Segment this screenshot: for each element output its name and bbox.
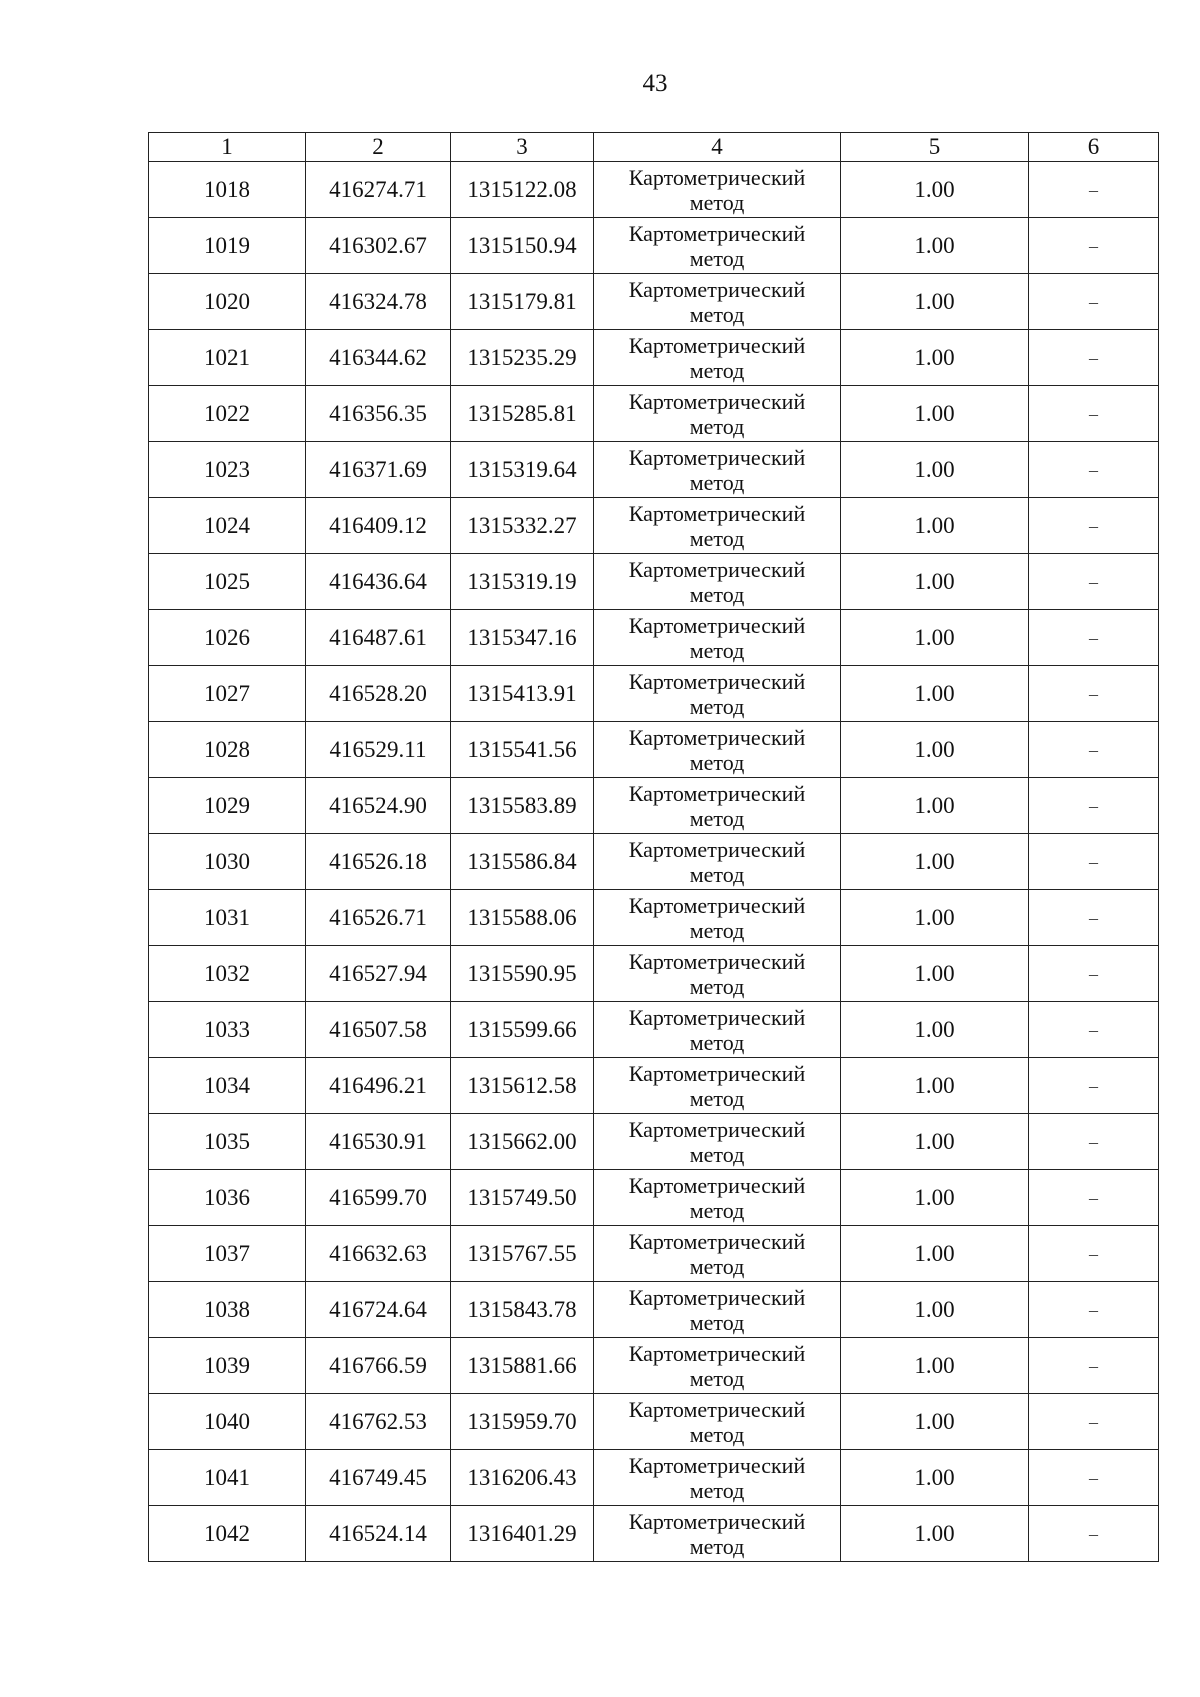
note-dash: – — [1089, 852, 1098, 872]
method-line-1: Картометрический — [628, 1004, 806, 1030]
x-coordinate-cell: 416526.18 — [306, 834, 451, 890]
y-coordinate-cell: 1315179.81 — [451, 274, 594, 330]
method-line-1: Картометрический — [628, 1508, 806, 1534]
x-coordinate-cell: 416599.70 — [306, 1170, 451, 1226]
y-coordinate-cell: 1315541.56 — [451, 722, 594, 778]
x-coordinate-cell: 416356.35 — [306, 386, 451, 442]
x-coordinate-cell: 416766.59 — [306, 1338, 451, 1394]
column-header: 3 — [451, 133, 594, 162]
method-line-1: Картометрический — [628, 556, 806, 582]
method-line-1: Картометрический — [628, 1060, 806, 1086]
table-row — [149, 1338, 1159, 1394]
method-line-1: Картометрический — [628, 892, 806, 918]
note-dash: – — [1089, 1188, 1098, 1208]
note-dash: – — [1089, 1356, 1098, 1376]
x-coordinate-cell: 416274.71 — [306, 162, 451, 218]
method-cell — [594, 498, 841, 554]
y-coordinate-cell: 1316401.29 — [451, 1506, 594, 1562]
note-cell — [1029, 274, 1159, 330]
method-line-2: метод — [689, 1365, 745, 1391]
table-body — [149, 162, 1159, 1562]
method-cell — [594, 722, 841, 778]
y-coordinate-cell: 1315285.81 — [451, 386, 594, 442]
y-coordinate-cell: 1315150.94 — [451, 218, 594, 274]
method-cell — [594, 162, 841, 218]
page-number: 43 — [642, 70, 668, 97]
point-number-cell: 1037 — [149, 1226, 306, 1282]
method-line-1: Картометрический — [628, 1228, 806, 1254]
table-row — [149, 442, 1159, 498]
method-line-1: Картометрический — [628, 276, 806, 302]
note-dash: – — [1089, 1412, 1098, 1432]
accuracy-cell: 1.00 — [841, 442, 1029, 498]
coordinates-table — [148, 132, 1159, 1562]
note-dash: – — [1089, 572, 1098, 592]
note-dash: – — [1089, 1132, 1098, 1152]
x-coordinate-cell: 416724.64 — [306, 1282, 451, 1338]
table-row — [149, 890, 1159, 946]
accuracy-cell: 1.00 — [841, 1338, 1029, 1394]
method-line-1: Картометрический — [628, 500, 806, 526]
table-row — [149, 1394, 1159, 1450]
note-cell — [1029, 1114, 1159, 1170]
method-line-1: Картометрический — [628, 220, 806, 246]
method-line-2: метод — [689, 301, 745, 327]
method-line-2: метод — [689, 469, 745, 495]
note-cell — [1029, 1506, 1159, 1562]
point-number-cell: 1029 — [149, 778, 306, 834]
y-coordinate-cell: 1315767.55 — [451, 1226, 594, 1282]
method-cell — [594, 1002, 841, 1058]
note-cell — [1029, 162, 1159, 218]
table-row — [149, 1058, 1159, 1114]
accuracy-cell: 1.00 — [841, 274, 1029, 330]
y-coordinate-cell: 1315235.29 — [451, 330, 594, 386]
method-line-1: Картометрический — [628, 1284, 806, 1310]
note-dash: – — [1089, 628, 1098, 648]
note-cell — [1029, 778, 1159, 834]
accuracy-cell: 1.00 — [841, 218, 1029, 274]
accuracy-cell: 1.00 — [841, 890, 1029, 946]
method-line-2: метод — [689, 973, 745, 999]
column-header: 4 — [594, 133, 841, 162]
x-coordinate-cell: 416344.62 — [306, 330, 451, 386]
point-number-cell: 1023 — [149, 442, 306, 498]
point-number-cell: 1028 — [149, 722, 306, 778]
note-cell — [1029, 610, 1159, 666]
accuracy-cell: 1.00 — [841, 330, 1029, 386]
note-cell — [1029, 330, 1159, 386]
method-line-2: метод — [689, 1309, 745, 1335]
header-row — [149, 133, 1159, 162]
column-header: 2 — [306, 133, 451, 162]
method-line-2: метод — [689, 1477, 745, 1503]
note-cell — [1029, 666, 1159, 722]
point-number-cell: 1030 — [149, 834, 306, 890]
point-number-cell: 1039 — [149, 1338, 306, 1394]
note-cell — [1029, 890, 1159, 946]
note-cell — [1029, 834, 1159, 890]
y-coordinate-cell: 1316206.43 — [451, 1450, 594, 1506]
point-number-cell: 1020 — [149, 274, 306, 330]
accuracy-cell: 1.00 — [841, 1170, 1029, 1226]
method-line-2: метод — [689, 581, 745, 607]
x-coordinate-cell: 416529.11 — [306, 722, 451, 778]
accuracy-cell: 1.00 — [841, 1114, 1029, 1170]
accuracy-cell: 1.00 — [841, 1394, 1029, 1450]
table-row — [149, 1170, 1159, 1226]
method-cell — [594, 386, 841, 442]
table-row — [149, 1450, 1159, 1506]
y-coordinate-cell: 1315332.27 — [451, 498, 594, 554]
method-cell — [594, 1170, 841, 1226]
x-coordinate-cell: 416436.64 — [306, 554, 451, 610]
note-cell — [1029, 386, 1159, 442]
point-number-cell: 1032 — [149, 946, 306, 1002]
accuracy-cell: 1.00 — [841, 722, 1029, 778]
point-number-cell: 1019 — [149, 218, 306, 274]
method-line-2: метод — [689, 693, 745, 719]
accuracy-cell: 1.00 — [841, 162, 1029, 218]
table-row — [149, 498, 1159, 554]
x-coordinate-cell: 416302.67 — [306, 218, 451, 274]
note-cell — [1029, 1002, 1159, 1058]
accuracy-cell: 1.00 — [841, 1058, 1029, 1114]
method-line-2: метод — [689, 413, 745, 439]
method-cell — [594, 554, 841, 610]
y-coordinate-cell: 1315586.84 — [451, 834, 594, 890]
note-dash: – — [1089, 1468, 1098, 1488]
method-line-2: метод — [689, 357, 745, 383]
y-coordinate-cell: 1315319.64 — [451, 442, 594, 498]
note-dash: – — [1089, 1300, 1098, 1320]
method-line-2: метод — [689, 861, 745, 887]
method-line-1: Картометрический — [628, 668, 806, 694]
table-row — [149, 1506, 1159, 1562]
y-coordinate-cell: 1315749.50 — [451, 1170, 594, 1226]
x-coordinate-cell: 416487.61 — [306, 610, 451, 666]
method-cell — [594, 1114, 841, 1170]
method-cell — [594, 890, 841, 946]
method-line-1: Картометрический — [628, 780, 806, 806]
point-number-cell: 1041 — [149, 1450, 306, 1506]
y-coordinate-cell: 1315959.70 — [451, 1394, 594, 1450]
method-cell — [594, 442, 841, 498]
method-cell — [594, 1338, 841, 1394]
point-number-cell: 1031 — [149, 890, 306, 946]
method-cell — [594, 1506, 841, 1562]
method-cell — [594, 834, 841, 890]
note-dash: – — [1089, 180, 1098, 200]
note-cell — [1029, 1058, 1159, 1114]
note-cell — [1029, 1450, 1159, 1506]
method-cell — [594, 1058, 841, 1114]
column-header: 6 — [1029, 133, 1159, 162]
y-coordinate-cell: 1315612.58 — [451, 1058, 594, 1114]
y-coordinate-cell: 1315843.78 — [451, 1282, 594, 1338]
note-cell — [1029, 1226, 1159, 1282]
method-line-2: метод — [689, 637, 745, 663]
note-dash: – — [1089, 236, 1098, 256]
note-dash: – — [1089, 460, 1098, 480]
x-coordinate-cell: 416632.63 — [306, 1226, 451, 1282]
method-line-1: Картометрический — [628, 948, 806, 974]
y-coordinate-cell: 1315599.66 — [451, 1002, 594, 1058]
note-dash: – — [1089, 1076, 1098, 1096]
note-dash: – — [1089, 1524, 1098, 1544]
table-row — [149, 666, 1159, 722]
point-number-cell: 1024 — [149, 498, 306, 554]
x-coordinate-cell: 416530.91 — [306, 1114, 451, 1170]
note-dash: – — [1089, 908, 1098, 928]
method-line-2: метод — [689, 1197, 745, 1223]
x-coordinate-cell: 416324.78 — [306, 274, 451, 330]
y-coordinate-cell: 1315881.66 — [451, 1338, 594, 1394]
note-cell — [1029, 1170, 1159, 1226]
note-dash: – — [1089, 1244, 1098, 1264]
note-cell — [1029, 218, 1159, 274]
table-row — [149, 610, 1159, 666]
method-line-1: Картометрический — [628, 1396, 806, 1422]
accuracy-cell: 1.00 — [841, 1002, 1029, 1058]
method-line-1: Картометрический — [628, 444, 806, 470]
point-number-cell: 1035 — [149, 1114, 306, 1170]
accuracy-cell: 1.00 — [841, 834, 1029, 890]
method-cell — [594, 666, 841, 722]
note-cell — [1029, 442, 1159, 498]
accuracy-cell: 1.00 — [841, 1282, 1029, 1338]
note-dash: – — [1089, 796, 1098, 816]
table-row — [149, 1282, 1159, 1338]
method-line-1: Картометрический — [628, 1340, 806, 1366]
y-coordinate-cell: 1315590.95 — [451, 946, 594, 1002]
point-number-cell: 1040 — [149, 1394, 306, 1450]
y-coordinate-cell: 1315319.19 — [451, 554, 594, 610]
note-dash: – — [1089, 516, 1098, 536]
y-coordinate-cell: 1315122.08 — [451, 162, 594, 218]
method-line-2: метод — [689, 1533, 745, 1559]
accuracy-cell: 1.00 — [841, 386, 1029, 442]
point-number-cell: 1034 — [149, 1058, 306, 1114]
method-cell — [594, 1226, 841, 1282]
accuracy-cell: 1.00 — [841, 778, 1029, 834]
table-row — [149, 330, 1159, 386]
method-line-1: Картометрический — [628, 388, 806, 414]
note-cell — [1029, 1394, 1159, 1450]
x-coordinate-cell: 416371.69 — [306, 442, 451, 498]
method-line-2: метод — [689, 1141, 745, 1167]
accuracy-cell: 1.00 — [841, 666, 1029, 722]
accuracy-cell: 1.00 — [841, 610, 1029, 666]
method-cell — [594, 1394, 841, 1450]
table-row — [149, 218, 1159, 274]
point-number-cell: 1036 — [149, 1170, 306, 1226]
note-dash: – — [1089, 348, 1098, 368]
y-coordinate-cell: 1315588.06 — [451, 890, 594, 946]
accuracy-cell: 1.00 — [841, 1450, 1029, 1506]
table-row — [149, 274, 1159, 330]
note-dash: – — [1089, 404, 1098, 424]
y-coordinate-cell: 1315662.00 — [451, 1114, 594, 1170]
point-number-cell: 1033 — [149, 1002, 306, 1058]
method-cell — [594, 1282, 841, 1338]
method-line-1: Картометрический — [628, 836, 806, 862]
table-row — [149, 1114, 1159, 1170]
point-number-cell: 1042 — [149, 1506, 306, 1562]
method-line-1: Картометрический — [628, 164, 806, 190]
note-dash: – — [1089, 684, 1098, 704]
y-coordinate-cell: 1315413.91 — [451, 666, 594, 722]
method-line-2: метод — [689, 1421, 745, 1447]
method-cell — [594, 274, 841, 330]
method-cell — [594, 1450, 841, 1506]
accuracy-cell: 1.00 — [841, 498, 1029, 554]
table-row — [149, 554, 1159, 610]
x-coordinate-cell: 416527.94 — [306, 946, 451, 1002]
table-row — [149, 386, 1159, 442]
point-number-cell: 1025 — [149, 554, 306, 610]
method-line-2: метод — [689, 917, 745, 943]
table-row — [149, 722, 1159, 778]
point-number-cell: 1021 — [149, 330, 306, 386]
method-cell — [594, 218, 841, 274]
method-line-2: метод — [689, 749, 745, 775]
method-cell — [594, 946, 841, 1002]
point-number-cell: 1026 — [149, 610, 306, 666]
method-line-1: Картометрический — [628, 1452, 806, 1478]
method-line-1: Картометрический — [628, 1116, 806, 1142]
point-number-cell: 1027 — [149, 666, 306, 722]
x-coordinate-cell: 416524.90 — [306, 778, 451, 834]
method-cell — [594, 778, 841, 834]
method-line-2: метод — [689, 245, 745, 271]
method-line-2: метод — [689, 1085, 745, 1111]
y-coordinate-cell: 1315347.16 — [451, 610, 594, 666]
method-line-1: Картометрический — [628, 612, 806, 638]
method-line-2: метод — [689, 805, 745, 831]
accuracy-cell: 1.00 — [841, 1506, 1029, 1562]
x-coordinate-cell: 416528.20 — [306, 666, 451, 722]
x-coordinate-cell: 416526.71 — [306, 890, 451, 946]
method-cell — [594, 330, 841, 386]
column-header: 1 — [149, 133, 306, 162]
note-dash: – — [1089, 292, 1098, 312]
method-line-2: метод — [689, 1253, 745, 1279]
accuracy-cell: 1.00 — [841, 554, 1029, 610]
point-number-cell: 1018 — [149, 162, 306, 218]
note-cell — [1029, 722, 1159, 778]
point-number-cell: 1038 — [149, 1282, 306, 1338]
method-line-1: Картометрический — [628, 332, 806, 358]
method-line-1: Картометрический — [628, 724, 806, 750]
method-line-2: метод — [689, 525, 745, 551]
table-row — [149, 946, 1159, 1002]
x-coordinate-cell: 416749.45 — [306, 1450, 451, 1506]
method-cell — [594, 610, 841, 666]
table-row — [149, 1226, 1159, 1282]
method-line-2: метод — [689, 189, 745, 215]
note-dash: – — [1089, 740, 1098, 760]
method-line-2: метод — [689, 1029, 745, 1055]
note-cell — [1029, 946, 1159, 1002]
note-cell — [1029, 1338, 1159, 1394]
table-row — [149, 834, 1159, 890]
y-coordinate-cell: 1315583.89 — [451, 778, 594, 834]
note-dash: – — [1089, 964, 1098, 984]
table-header — [149, 133, 1159, 162]
x-coordinate-cell: 416762.53 — [306, 1394, 451, 1450]
note-dash: – — [1089, 1020, 1098, 1040]
accuracy-cell: 1.00 — [841, 1226, 1029, 1282]
note-cell — [1029, 1282, 1159, 1338]
method-line-1: Картометрический — [628, 1172, 806, 1198]
x-coordinate-cell: 416507.58 — [306, 1002, 451, 1058]
x-coordinate-cell: 416524.14 — [306, 1506, 451, 1562]
table-row — [149, 162, 1159, 218]
note-cell — [1029, 554, 1159, 610]
table-row — [149, 778, 1159, 834]
x-coordinate-cell: 416496.21 — [306, 1058, 451, 1114]
note-cell — [1029, 498, 1159, 554]
column-header: 5 — [841, 133, 1029, 162]
table-row — [149, 1002, 1159, 1058]
x-coordinate-cell: 416409.12 — [306, 498, 451, 554]
point-number-cell: 1022 — [149, 386, 306, 442]
accuracy-cell: 1.00 — [841, 946, 1029, 1002]
